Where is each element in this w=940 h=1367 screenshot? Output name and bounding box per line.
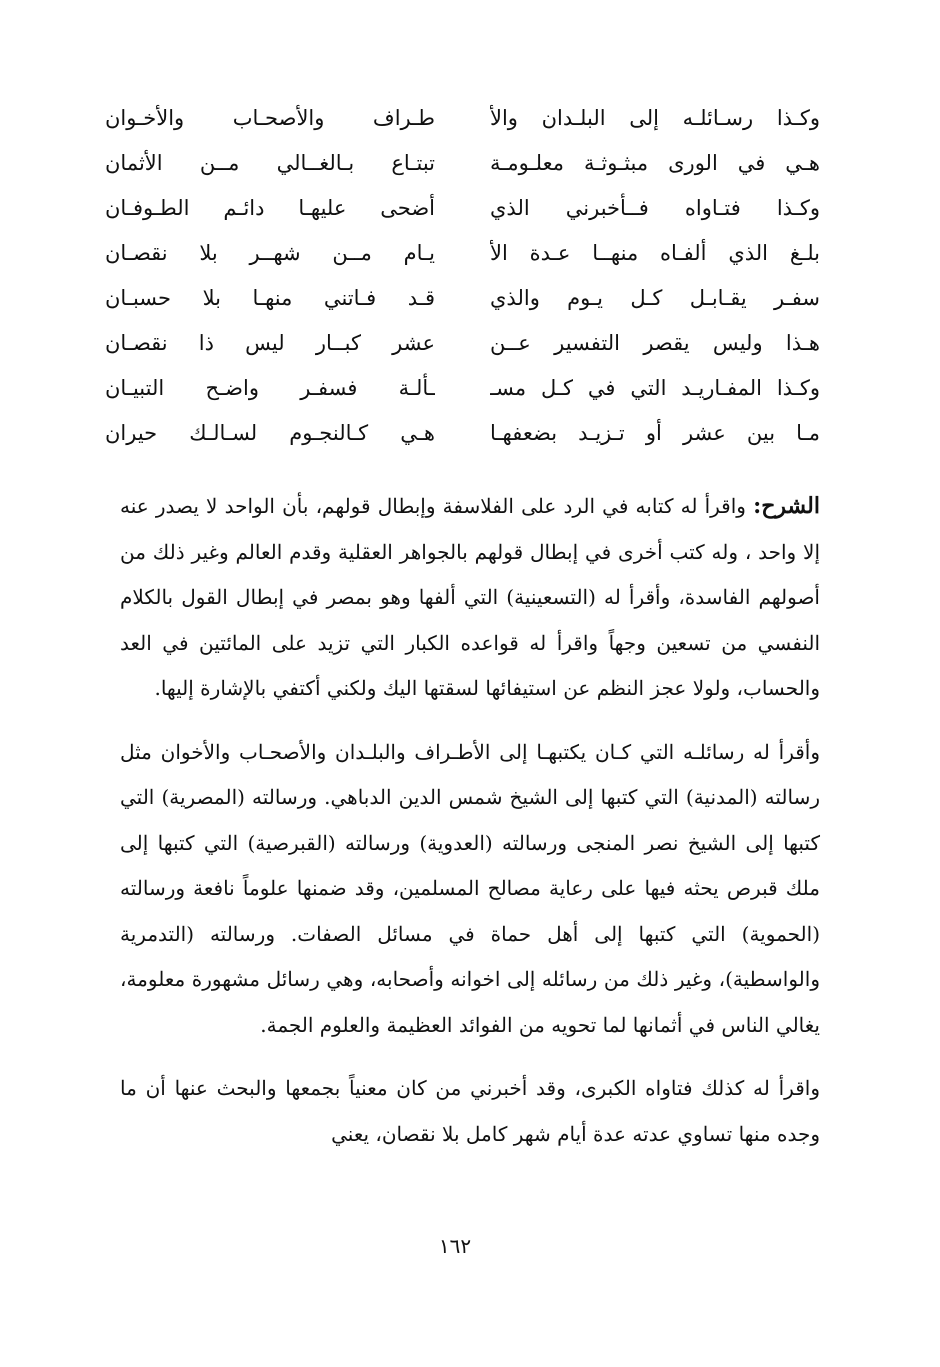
verse-4-second-hemistich: يـام مــن شهــر بلا نقصـان — [105, 241, 435, 265]
commentary-paragraph-1 — [120, 484, 820, 712]
verse-2-second-hemistich: تبتـاع بـالغــالي مــن الأثمان — [105, 151, 435, 175]
verse-5-second-hemistich: قـد فـاتني منهـا بلا حسبـان — [105, 286, 435, 310]
commentary-paragraph-3: واقرأ له كذلك فتاواه الكبرى، وقد أخبرني من كان معنياً بجمعها والبحث عنها أن ما وجده منها تساوي عدته عدة أيام شهر كامل بلا نقصان، يعني — [120, 1076, 820, 1146]
verse-5-first-hemistich: سفـر يقـابـل كـل يـوم والذي — [490, 286, 820, 310]
verse-2-first-hemistich: هـي في الورى مبثـوثـة معلـومـة — [490, 151, 820, 175]
verse-6-first-hemistich: هـذا وليس يقصر التفسير عــن — [490, 331, 820, 355]
verse-4-first-hemistich: بلـغ الذي ألفـاه منهــا عـدة الأ — [490, 241, 820, 265]
verse-8-second-hemistich: هـي كـالنجـوم لسـالـك حيران — [105, 421, 435, 445]
poem-verses — [105, 96, 820, 456]
commentary-label: الشرح: — [753, 493, 820, 519]
verse-8-first-hemistich: مـا بين عشر أو تـزيـد بضعفهـا — [490, 421, 820, 445]
verse-3-second-hemistich: أضحى عليهـا دائـم الطـوفـان — [105, 196, 435, 220]
verse-6-second-hemistich: عشر كبــار ليس ذا نقصـان — [105, 331, 435, 355]
verse-1-first-hemistich: وكـذا رسـائلـه إلى البلـدان والأ — [490, 106, 820, 130]
verse-3-first-hemistich: وكـذا فتـاواه فــأخبرني الذي — [490, 196, 820, 220]
page-number: ١٦٢ — [438, 1234, 472, 1258]
verse-7-first-hemistich: وكـذا المفـاريـد التي في كـل مسـ — [490, 376, 820, 400]
verse-7-second-hemistich: ـألـة فسفـر واضـح التبيـان — [105, 376, 435, 400]
verse-1-second-hemistich: طـراف والأصحـاب والأخـوان — [105, 106, 435, 130]
commentary-paragraph-2: وأقرأ له رسائلـه التي كـان يكتبهـا إلى الأطـراف والبلـدان والأصحـاب والأخوان مثل رسالته (المدنية) التي كتبها إلى الشيخ شمس الدين الدباهي. ورسالته (المصرية) التي كتبها إلى الشيخ نصر المنجى ورسالته (العدوية) ورسالته (القبرصية) التي كتبها إلى ملك قبرص يحثه فيها على رعاية مصالح المسلمين، وقد ضمنها علوماً نافعة ورسالته (الحموية) التي كتبها إلى أهل حماة في مسائل الصفات. ورسالته (التدمرية والواسطية)، وغير ذلك من رسائله إلى اخوانه وأصحابه، وهي رسائل مشهورة معلومة، يغالي الناس في أثمانها لما تحويه من الفوائد العظيمة والعلوم الجمة. — [120, 739, 820, 1037]
commentary — [120, 484, 820, 1157]
commentary-paragraph-1-text: واقرأ له كتابه في الرد على الفلاسفة وإبطال قولهم، بأن الواحد لا يصدر عنه إلا واحد ، وله كتب أخرى في إبطال قولهم بالجواهر العقلية وقدم العالم وغير ذلك من أصولهم الفاسدة، وأقرأ له (التسعينية) التي ألفها وهو بمصر في إبطال القول بالكلام النفسي من تسعين وجهاً واقرأ له قواعده الكبار التي تزيد على المائتين في العد والحساب، ولولا عجز النظم عن استيفائها لسقتها اليك ولكني أكتفي بالإشارة إليها. — [120, 494, 821, 700]
